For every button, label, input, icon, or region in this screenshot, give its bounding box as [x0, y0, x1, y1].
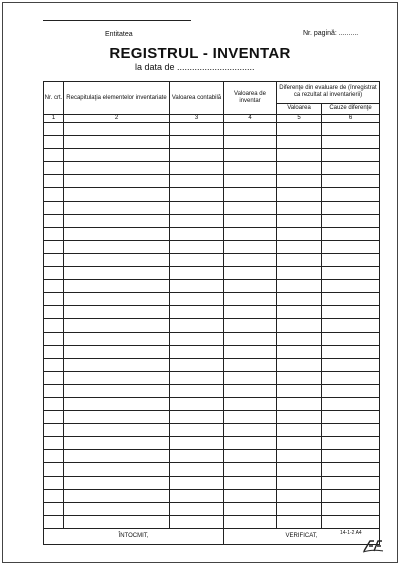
table-cell	[44, 515, 64, 528]
table-cell	[64, 411, 170, 424]
table-cell	[170, 384, 224, 397]
table-cell	[277, 136, 322, 149]
table-cell	[170, 149, 224, 162]
table-cell	[322, 227, 380, 240]
table-cell	[224, 476, 277, 489]
table-cell	[44, 437, 64, 450]
table-row	[44, 371, 380, 384]
table-cell	[224, 332, 277, 345]
table-cell	[224, 371, 277, 384]
table-cell	[277, 476, 322, 489]
table-cell	[224, 450, 277, 463]
table-row	[44, 345, 380, 358]
table-cell	[322, 188, 380, 201]
table-row	[44, 332, 380, 345]
table-cell	[224, 162, 277, 175]
table-cell	[170, 227, 224, 240]
table-cell	[44, 240, 64, 253]
table-cell	[64, 397, 170, 410]
table-cell	[277, 280, 322, 293]
table-row	[44, 384, 380, 397]
table-cell	[64, 319, 170, 332]
table-cell	[322, 424, 380, 437]
column-number: 3	[170, 115, 224, 123]
header-valoarea-contabila: Valoarea contabilă	[170, 82, 224, 115]
table-cell	[44, 476, 64, 489]
table-cell	[277, 489, 322, 502]
table-cell	[170, 489, 224, 502]
table-cell	[322, 240, 380, 253]
table-cell	[64, 476, 170, 489]
table-cell	[170, 450, 224, 463]
table-cell	[322, 476, 380, 489]
table-cell	[64, 149, 170, 162]
header-cauze: Cauze diferenţe	[322, 103, 380, 114]
table-cell	[277, 293, 322, 306]
table-cell	[277, 319, 322, 332]
table-cell	[277, 188, 322, 201]
table-row	[44, 515, 380, 528]
table-cell	[322, 397, 380, 410]
table-cell	[64, 502, 170, 515]
table-row	[44, 253, 380, 266]
table-cell	[64, 175, 170, 188]
table-cell	[170, 240, 224, 253]
table-row	[44, 280, 380, 293]
table-cell	[44, 424, 64, 437]
table-cell	[44, 489, 64, 502]
table-cell	[64, 345, 170, 358]
table-row	[44, 476, 380, 489]
table-cell	[322, 450, 380, 463]
table-cell	[224, 214, 277, 227]
table-cell	[322, 515, 380, 528]
table-cell	[64, 227, 170, 240]
table-cell	[322, 489, 380, 502]
document-title: REGISTRUL - INVENTAR	[109, 45, 291, 62]
table-cell	[44, 319, 64, 332]
table-cell	[277, 502, 322, 515]
table-cell	[224, 424, 277, 437]
table-cell	[277, 175, 322, 188]
table-cell	[44, 253, 64, 266]
table-cell	[277, 201, 322, 214]
table-cell	[224, 293, 277, 306]
table-cell	[322, 253, 380, 266]
table-cell	[44, 123, 64, 136]
table-cell	[170, 201, 224, 214]
table-cell	[277, 515, 322, 528]
column-number: 2	[64, 115, 170, 123]
table-cell	[322, 345, 380, 358]
table-row	[44, 123, 380, 136]
table-cell	[64, 201, 170, 214]
table-cell	[277, 267, 322, 280]
table-cell	[322, 214, 380, 227]
table-cell	[224, 515, 277, 528]
header-nr-crt: Nr. crt.	[44, 82, 64, 115]
table-row	[44, 463, 380, 476]
table-cell	[170, 515, 224, 528]
table-cell	[64, 136, 170, 149]
table-cell	[277, 437, 322, 450]
table-cell	[322, 175, 380, 188]
table-cell	[277, 411, 322, 424]
table-cell	[277, 149, 322, 162]
table-row	[44, 240, 380, 253]
table-cell	[44, 227, 64, 240]
table-row	[44, 502, 380, 515]
table-cell	[322, 123, 380, 136]
table-cell	[277, 463, 322, 476]
table-cell	[170, 345, 224, 358]
entity-label: Entitatea	[105, 31, 133, 38]
table-cell	[170, 411, 224, 424]
table-cell	[44, 267, 64, 280]
table-cell	[322, 149, 380, 162]
table-row	[44, 136, 380, 149]
table-row	[44, 358, 380, 371]
inventory-table	[43, 81, 380, 545]
table-cell	[322, 136, 380, 149]
table-cell	[170, 476, 224, 489]
table-cell	[44, 397, 64, 410]
table-cell	[322, 502, 380, 515]
table-row	[44, 149, 380, 162]
table-cell	[277, 306, 322, 319]
table-cell	[322, 306, 380, 319]
table-cell	[170, 332, 224, 345]
table-cell	[44, 502, 64, 515]
table-cell	[277, 424, 322, 437]
form-code: 14-1-2 A4	[340, 530, 362, 536]
table-cell	[64, 437, 170, 450]
table-row	[44, 188, 380, 201]
table-cell	[224, 319, 277, 332]
table-cell	[277, 332, 322, 345]
header-valoarea: Valoarea	[277, 103, 322, 114]
table-cell	[224, 240, 277, 253]
verified-by-label: VERIFICAT,	[224, 528, 380, 544]
table-cell	[224, 306, 277, 319]
table-cell	[322, 358, 380, 371]
table-cell	[277, 123, 322, 136]
table-cell	[44, 175, 64, 188]
table-cell	[44, 280, 64, 293]
table-cell	[44, 162, 64, 175]
table-cell	[64, 306, 170, 319]
table-cell	[224, 267, 277, 280]
table-cell	[170, 175, 224, 188]
table-cell	[44, 214, 64, 227]
table-cell	[322, 463, 380, 476]
table-cell	[64, 123, 170, 136]
date-label: la data de ...............................	[135, 62, 255, 72]
table-cell	[44, 136, 64, 149]
table-cell	[44, 358, 64, 371]
column-number: 4	[224, 115, 277, 123]
table-cell	[224, 411, 277, 424]
table-cell	[64, 384, 170, 397]
table-cell	[44, 149, 64, 162]
table-cell	[170, 136, 224, 149]
table-cell	[64, 188, 170, 201]
table-cell	[224, 437, 277, 450]
table-row	[44, 201, 380, 214]
table-cell	[64, 358, 170, 371]
column-number: 5	[277, 115, 322, 123]
table-cell	[224, 149, 277, 162]
table-cell	[64, 371, 170, 384]
table-cell	[224, 188, 277, 201]
table-cell	[64, 489, 170, 502]
table-cell	[277, 397, 322, 410]
table-cell	[44, 384, 64, 397]
table-cell	[170, 319, 224, 332]
table-cell	[277, 214, 322, 227]
table-cell	[64, 267, 170, 280]
table-cell	[44, 332, 64, 345]
table-cell	[44, 188, 64, 201]
table-cell	[277, 240, 322, 253]
table-cell	[224, 397, 277, 410]
table-cell	[277, 345, 322, 358]
table-row	[44, 175, 380, 188]
table-cell	[322, 162, 380, 175]
table-cell	[277, 384, 322, 397]
entity-line	[43, 20, 191, 21]
table-cell	[224, 253, 277, 266]
table-cell	[322, 267, 380, 280]
table-row	[44, 411, 380, 424]
table-cell	[64, 253, 170, 266]
header-valoarea-inventar: Valoarea de inventar	[224, 82, 277, 115]
table-cell	[44, 463, 64, 476]
table-cell	[44, 293, 64, 306]
table-row	[44, 319, 380, 332]
prepared-by-label: ÎNTOCMIT,	[44, 528, 224, 544]
table-cell	[224, 489, 277, 502]
table-cell	[322, 384, 380, 397]
table-cell	[277, 162, 322, 175]
header-diferente: Diferenţe din evaluare de (înregistrat ca rezultat al inventarierii)	[277, 82, 380, 104]
page-number-label: Nr. pagină: ..........	[303, 30, 359, 37]
table-cell	[64, 293, 170, 306]
table-cell	[44, 450, 64, 463]
table-cell	[322, 332, 380, 345]
table-cell	[224, 463, 277, 476]
table-cell	[277, 253, 322, 266]
table-cell	[170, 280, 224, 293]
table-cell	[322, 293, 380, 306]
table-cell	[44, 371, 64, 384]
table-cell	[322, 280, 380, 293]
publisher-logo-icon	[362, 538, 384, 554]
table-cell	[64, 214, 170, 227]
table-cell	[170, 188, 224, 201]
table-cell	[44, 411, 64, 424]
table-cell	[170, 267, 224, 280]
table-row	[44, 424, 380, 437]
table-cell	[322, 201, 380, 214]
table-cell	[277, 450, 322, 463]
table-cell	[170, 253, 224, 266]
table-cell	[170, 397, 224, 410]
table-row	[44, 397, 380, 410]
column-number: 6	[322, 115, 380, 123]
table-cell	[64, 240, 170, 253]
table-row	[44, 437, 380, 450]
table-cell	[44, 345, 64, 358]
table-cell	[64, 515, 170, 528]
table-cell	[224, 227, 277, 240]
column-number-row	[44, 115, 380, 123]
table-cell	[224, 384, 277, 397]
table-cell	[277, 358, 322, 371]
table-cell	[224, 136, 277, 149]
table-cell	[64, 280, 170, 293]
table-row	[44, 306, 380, 319]
table-cell	[64, 332, 170, 345]
table-cell	[224, 358, 277, 371]
table-cell	[44, 201, 64, 214]
table-cell	[277, 227, 322, 240]
table-cell	[170, 162, 224, 175]
table-cell	[170, 123, 224, 136]
table-cell	[64, 450, 170, 463]
table-row	[44, 214, 380, 227]
column-number: 1	[44, 115, 64, 123]
table-cell	[170, 424, 224, 437]
table-cell	[170, 371, 224, 384]
table-row	[44, 227, 380, 240]
table-cell	[64, 463, 170, 476]
table-cell	[224, 280, 277, 293]
table-cell	[224, 201, 277, 214]
table-cell	[224, 502, 277, 515]
table-cell	[64, 162, 170, 175]
table-row	[44, 450, 380, 463]
table-row	[44, 267, 380, 280]
table-cell	[322, 371, 380, 384]
header-recapitulatia: Recapitulaţia elementelor inventariate	[64, 82, 170, 115]
table-cell	[170, 437, 224, 450]
table-cell	[170, 502, 224, 515]
table-cell	[44, 306, 64, 319]
table-cell	[322, 411, 380, 424]
table-row	[44, 489, 380, 502]
table-cell	[277, 371, 322, 384]
table-cell	[170, 214, 224, 227]
table-cell	[170, 293, 224, 306]
table-cell	[170, 358, 224, 371]
table-cell	[224, 123, 277, 136]
table-row	[44, 162, 380, 175]
table-cell	[224, 345, 277, 358]
table-cell	[170, 306, 224, 319]
table-cell	[322, 437, 380, 450]
table-cell	[224, 175, 277, 188]
table-cell	[322, 319, 380, 332]
table-cell	[170, 463, 224, 476]
table-row	[44, 293, 380, 306]
table-cell	[64, 424, 170, 437]
